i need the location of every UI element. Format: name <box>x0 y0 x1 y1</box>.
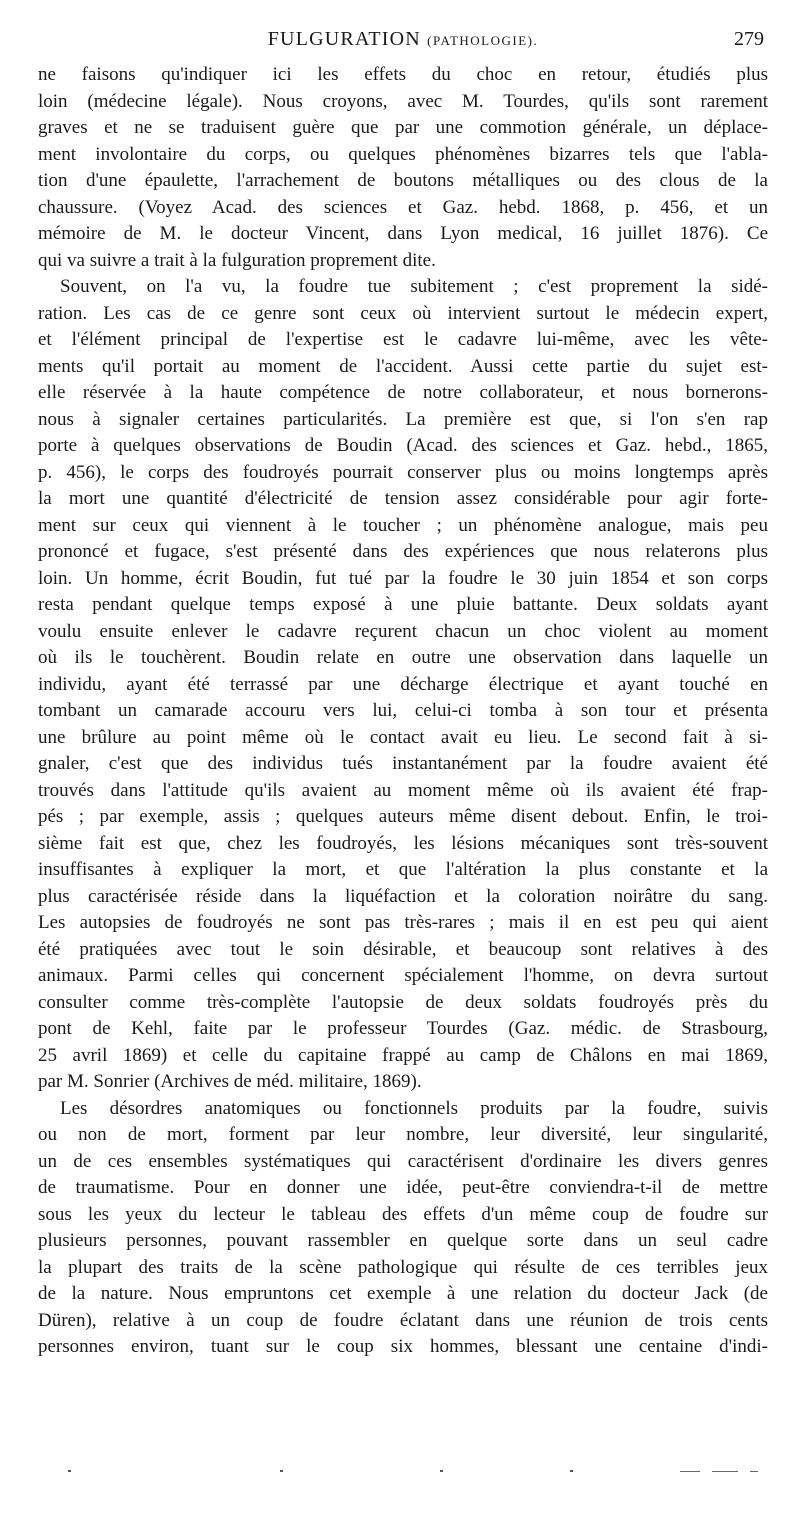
text-line: Düren), relative à un coup de foudre éclatant dans une réunion de trois cents <box>38 1309 768 1331</box>
print-marks <box>60 1466 760 1478</box>
text-line: ment involontaire du corps, ou quelques phénomènes bizarres tels que l'abla- <box>38 143 768 165</box>
text-line: sième fait est que, chez les foudroyés, les lésions mécaniques sont très-souvent <box>38 832 768 854</box>
text-line: 25 avril 1869) et celle du capitaine frappé au camp de Châlons en mai 1869, <box>38 1044 768 1066</box>
text-line: ration. Les cas de ce genre sont ceux où intervient surtout le médecin expert, <box>38 302 768 324</box>
text-line: la mort une quantité d'électricité de tension assez considérable pour agir forte- <box>38 488 768 509</box>
text-line: animaux. Parmi celles qui concernent spécialement l'homme, on devra surtout <box>38 965 768 986</box>
text-line: un de ces ensembles systématiques qui caractérisent d'ordinaire les divers genres <box>38 1150 768 1172</box>
book-page <box>38 28 768 1361</box>
text-line: nous à signaler certaines particularités. La première est que, si l'on s'en rap <box>38 408 768 430</box>
print-speck <box>68 1470 71 1472</box>
header-subtitle: (PATHOLOGIE). <box>427 33 539 48</box>
print-speck <box>570 1470 573 1472</box>
text-line: loin (médecine légale). Nous croyons, avec M. Tourdes, qu'ils sont rarement <box>38 90 768 112</box>
text-line: et l'élément principal de l'expertise est le cadavre lui-même, avec les vête- <box>38 329 768 350</box>
page-number: 279 <box>734 28 764 50</box>
header-title: FULGURATION <box>267 28 421 50</box>
print-speck <box>280 1470 283 1472</box>
text-line: tion d'une épaulette, l'arrachement de boutons métalliques ou des clous de la <box>38 170 768 191</box>
text-line: ne faisons qu'indiquer ici les effets du choc en retour, étudiés plus <box>38 64 768 85</box>
text-line: Les désordres anatomiques ou fonctionnels produits par la foudre, suivis <box>60 1097 768 1119</box>
text-line: elle réservée à la haute compétence de notre collaborateur, et nous bornerons- <box>38 382 768 403</box>
running-header <box>38 28 768 62</box>
text-line: resta pendant quelque temps exposé à une pluie battante. Deux soldats ayant <box>38 594 768 615</box>
print-speck <box>440 1470 443 1472</box>
text-line: graves et ne se traduisent guère que par une commotion générale, un déplace- <box>38 117 768 138</box>
text-line: de la nature. Nous empruntons cet exemple à une relation du docteur Jack (de <box>38 1283 768 1304</box>
body-text <box>38 62 768 1361</box>
text-line: p. 456), le corps des foudroyés pourrait conserver plus ou moins longtemps après <box>38 461 768 483</box>
text-line: personnes environ, tuant sur le coup six hommes, blessant une centaine d'indi- <box>38 1336 768 1357</box>
text-line: insuffisantes à expliquer la mort, et que l'altération la plus constante et la <box>38 859 768 880</box>
text-line: où ils le touchèrent. Boudin relate en outre une observation dans laquelle un <box>38 647 768 668</box>
text-line: qui va suivre a trait à la fulguration proprement dite. <box>38 249 436 271</box>
text-line: trouvés dans l'attitude qu'ils avaient au moment même où ils avaient été frap- <box>38 779 768 801</box>
text-line: porte à quelques observations de Boudin (Acad. des sciences et Gaz. hebd., 1865, <box>38 435 768 456</box>
text-line: ou non de mort, forment par leur nombre, leur diversité, leur singularité, <box>38 1124 768 1145</box>
text-line: pont de Kehl, faite par le professeur Tourdes (Gaz. médic. de Strasbourg, <box>38 1018 768 1039</box>
text-line: sous les yeux du lecteur le tableau des effets d'un même coup de foudre sur <box>38 1203 768 1225</box>
text-line: Souvent, on l'a vu, la foudre tue subitement ; c'est proprement la sidé- <box>60 276 768 297</box>
print-dash <box>750 1471 758 1472</box>
text-line: individu, ayant été terrassé par une décharge électrique et ayant touché en <box>38 673 768 695</box>
text-line: loin. Un homme, écrit Boudin, fut tué par la foudre le 30 juin 1854 et son corps <box>38 567 768 589</box>
text-line: ments qu'il portait au moment de l'accident. Aussi cette partie du sujet est- <box>38 355 768 377</box>
text-line: plusieurs personnes, pouvant rassembler en quelque sorte dans un seul cadre <box>38 1230 768 1251</box>
text-line: voulu ensuite enlever le cadavre reçurent chacun un choc violent au moment <box>38 620 768 642</box>
text-line: de traumatisme. Pour en donner une idée, peut-être conviendra-t-il de mettre <box>38 1177 768 1198</box>
text-line: la plupart des traits de la scène pathologique qui résulte de ces terribles jeux <box>38 1256 768 1278</box>
text-line: tombant un camarade accouru vers lui, celui-ci tomba à son tour et présenta <box>38 700 768 721</box>
text-line: Les autopsies de foudroyés ne sont pas très-rares ; mais il en est peu qui aient <box>38 912 768 933</box>
text-line: par M. Sonrier (Archives de méd. militaire, 1869). <box>38 1071 422 1092</box>
text-line: prononcé et fugace, s'est présenté dans des expériences que nous relaterons plus <box>38 541 768 562</box>
text-line: une brûlure au point même où le contact avait eu lieu. Le second fait à si- <box>38 726 768 748</box>
text-line: été pratiquées avec tout le soin désirable, et beaucoup sont relatives à des <box>38 938 768 960</box>
print-dash <box>680 1471 700 1472</box>
text-line: gnaler, c'est que des individus tués instantanément par la foudre avaient été <box>38 753 768 774</box>
text-line: plus caractérisée réside dans la liquéfaction et la coloration noirâtre du sang. <box>38 885 768 907</box>
text-line: mémoire de M. le docteur Vincent, dans Lyon medical, 16 juillet 1876). Ce <box>38 223 768 244</box>
text-line: pés ; par exemple, assis ; quelques auteurs même disent debout. Enfin, le troi- <box>38 806 768 827</box>
text-line: ment sur ceux qui viennent à le toucher ; un phénomène analogue, mais peu <box>38 514 768 536</box>
text-line: chaussure. (Voyez Acad. des sciences et Gaz. hebd. 1868, p. 456, et un <box>38 196 768 218</box>
text-line: consulter comme très-complète l'autopsie de deux soldats foudroyés près du <box>38 991 768 1013</box>
running-title <box>38 28 768 51</box>
print-dash <box>712 1471 738 1472</box>
